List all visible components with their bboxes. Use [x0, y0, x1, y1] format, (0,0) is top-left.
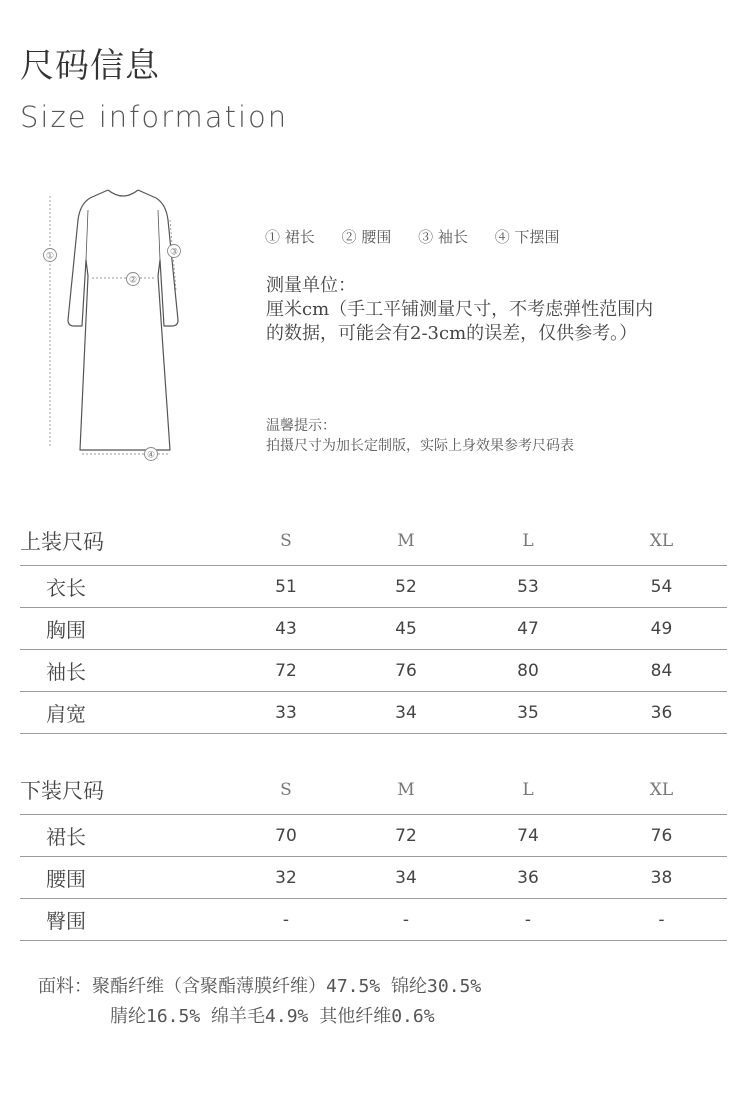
- table-cell: 33: [275, 702, 297, 723]
- table-cell: 84: [650, 660, 673, 681]
- table-row: [20, 650, 727, 692]
- diagram-markers: [44, 245, 181, 461]
- table-cell: -: [658, 909, 665, 930]
- top-table-title: 上装尺码: [20, 530, 104, 554]
- column-header: L: [522, 531, 534, 551]
- legend-item-waist: ② 腰围: [341, 228, 392, 246]
- tip-heading: 温馨提示：: [266, 418, 336, 434]
- table-cell: 76: [650, 825, 673, 846]
- unit-heading: 测量单位：: [266, 275, 356, 296]
- table-cell: 51: [275, 576, 297, 597]
- measurement-legend: [265, 226, 581, 247]
- table-cell: 76: [395, 660, 417, 681]
- table-cell: 36: [517, 867, 539, 888]
- table-cell: 72: [275, 660, 297, 681]
- bottom-table-title: 下装尺码: [20, 779, 104, 803]
- table-cell: 54: [650, 576, 673, 597]
- column-header: XL: [649, 780, 674, 800]
- fabric-composition: [38, 972, 481, 1032]
- table-cell: 70: [275, 825, 297, 846]
- measurement-unit: [266, 274, 736, 346]
- page-subtitle: Size information: [20, 100, 289, 134]
- table-row: [20, 899, 727, 941]
- marker-1: ①: [45, 251, 55, 262]
- column-header: L: [522, 780, 534, 800]
- table-row: [20, 566, 727, 608]
- bottom-size-table: [20, 766, 727, 941]
- table-row: [20, 815, 727, 857]
- tip-text: 拍摄尺寸为加长定制版，实际上身效果参考尺码表: [266, 438, 574, 454]
- table-cell: 53: [517, 576, 539, 597]
- column-header: XL: [649, 531, 674, 551]
- table-cell: 49: [650, 618, 673, 639]
- table-row: [20, 692, 727, 734]
- table-cell: 47: [517, 618, 539, 639]
- table-cell: 74: [517, 825, 539, 846]
- column-header: S: [280, 531, 292, 551]
- row-label: 胸围: [46, 618, 86, 642]
- table-cell: 45: [395, 618, 417, 639]
- table-cell: 32: [275, 867, 297, 888]
- page-title: 尺码信息: [20, 46, 160, 86]
- table-cell: 36: [650, 702, 673, 723]
- row-label: 臀围: [46, 909, 86, 933]
- warm-tip: [266, 416, 574, 456]
- column-header: M: [397, 780, 415, 800]
- table-cell: -: [524, 909, 532, 930]
- dress-measurement-diagram: [30, 180, 205, 470]
- top-size-table: [20, 517, 727, 734]
- table-cell: 43: [275, 618, 297, 639]
- table-cell: 34: [395, 702, 417, 723]
- table-cell: 34: [395, 867, 417, 888]
- table-cell: 72: [395, 825, 417, 846]
- row-label: 裙长: [46, 825, 86, 849]
- marker-3: ③: [169, 247, 179, 258]
- table-header-row: [20, 517, 727, 566]
- column-header: M: [397, 531, 415, 551]
- table-cell: 80: [517, 660, 539, 681]
- legend-item-hem: ④ 下摆围: [494, 228, 560, 246]
- fabric-line-1: 面料：聚酯纤维（含聚酯薄膜纤维）47.5% 锦纶30.5%: [38, 976, 482, 997]
- table-cell: 35: [517, 702, 539, 723]
- marker-4: ④: [146, 450, 156, 461]
- table-cell: 38: [650, 867, 673, 888]
- unit-line-1: 厘米cm（手工平铺测量尺寸，不考虑弹性范围内: [266, 299, 654, 320]
- fabric-line-2: 腈纶16.5% 绵羊毛4.9% 其他纤维0.6%: [110, 1006, 435, 1027]
- unit-line-2: 的数据，可能会有2-3cm的误差，仅供参考。）: [266, 323, 638, 344]
- table-cell: 52: [395, 576, 417, 597]
- marker-2: ②: [128, 275, 138, 286]
- table-cell: -: [402, 909, 410, 930]
- legend-item-length: ① 裙长: [265, 228, 315, 246]
- table-row: [20, 857, 727, 899]
- row-label: 肩宽: [46, 702, 86, 726]
- legend-item-sleeve: ③ 袖长: [418, 228, 468, 246]
- row-label: 袖长: [46, 660, 86, 684]
- table-row: [20, 608, 727, 650]
- row-label: 腰围: [46, 867, 86, 891]
- column-header: S: [280, 780, 292, 800]
- table-header-row: [20, 766, 727, 815]
- row-label: 衣长: [46, 576, 86, 600]
- table-cell: -: [282, 909, 290, 930]
